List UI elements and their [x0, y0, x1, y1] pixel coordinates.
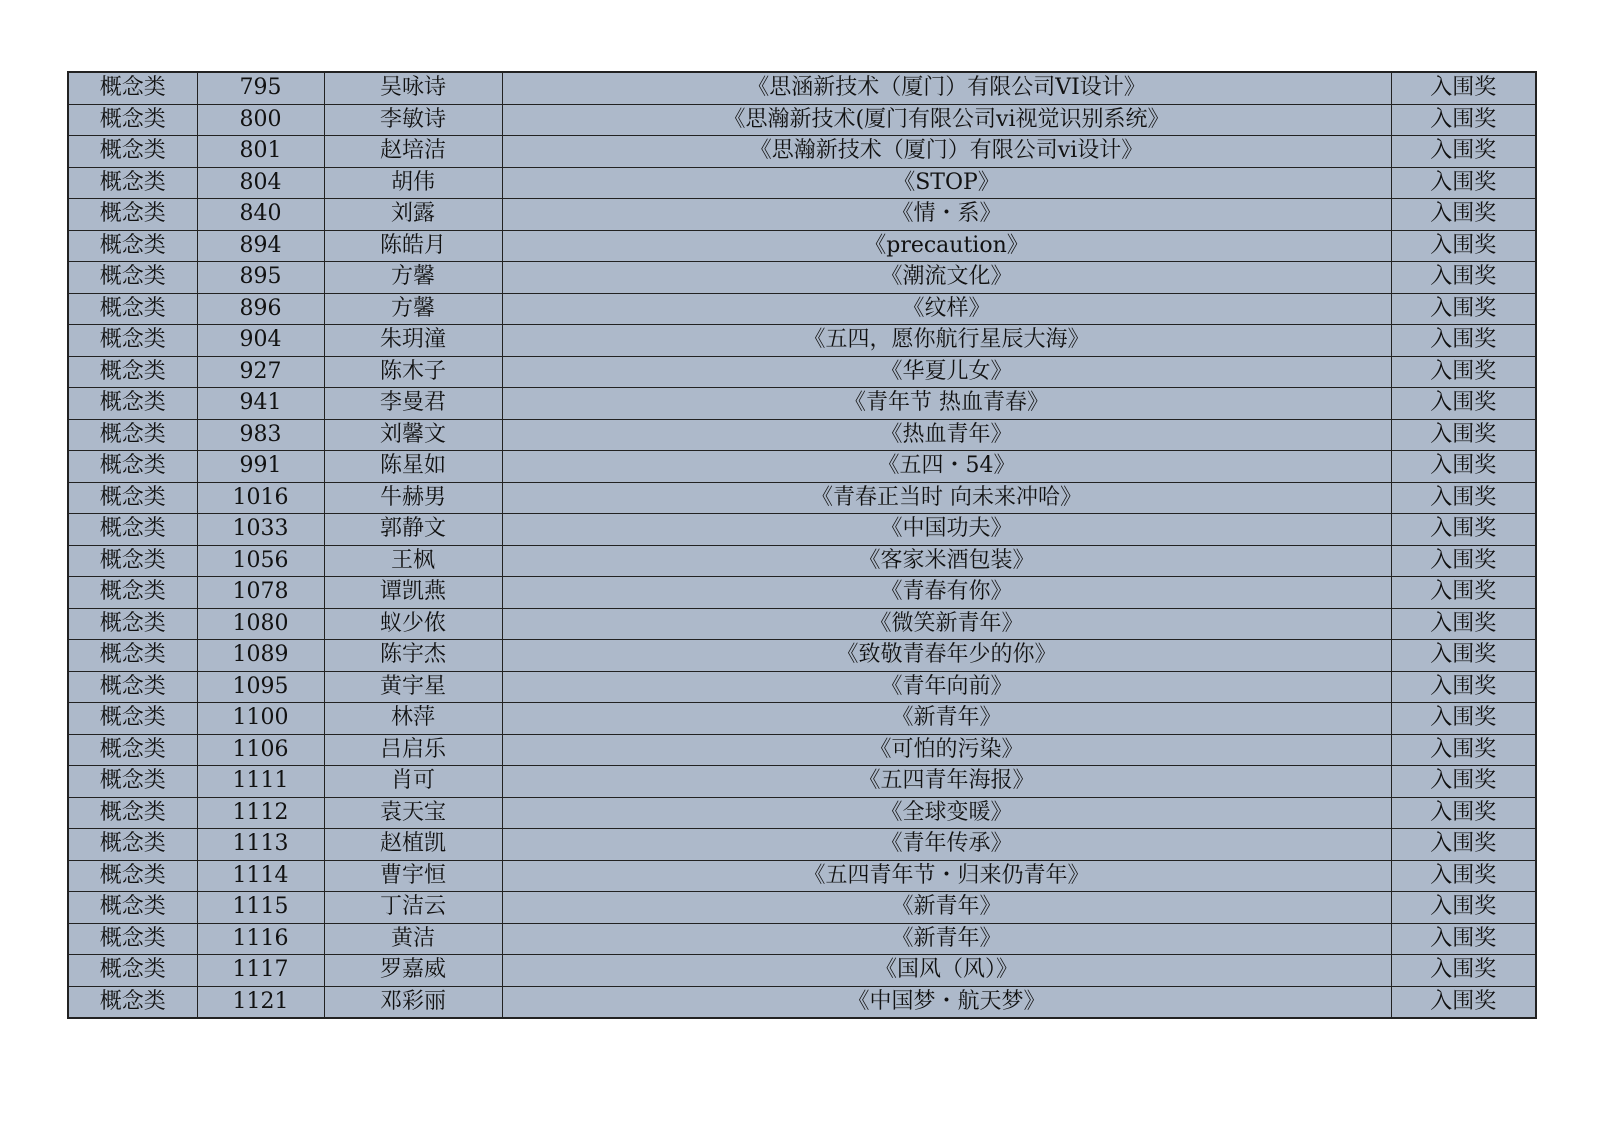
award-cell: 入围奖 [1391, 608, 1536, 640]
entry-number-cell: 896 [197, 293, 324, 325]
category-cell: 概念类 [68, 230, 197, 262]
award-cell: 入围奖 [1391, 829, 1536, 861]
entry-number-cell: 983 [197, 419, 324, 451]
category-cell: 概念类 [68, 766, 197, 798]
award-cell: 入围奖 [1391, 72, 1536, 104]
work-title-cell: 《五四青年海报》 [502, 766, 1391, 798]
table-row [68, 577, 1536, 609]
table-row [68, 671, 1536, 703]
award-cell: 入围奖 [1391, 797, 1536, 829]
award-cell: 入围奖 [1391, 230, 1536, 262]
category-cell: 概念类 [68, 388, 197, 420]
category-cell: 概念类 [68, 167, 197, 199]
category-cell: 概念类 [68, 262, 197, 294]
table-row [68, 199, 1536, 231]
table-row [68, 104, 1536, 136]
table-row [68, 860, 1536, 892]
award-cell: 入围奖 [1391, 986, 1536, 1018]
entry-number-cell: 1121 [197, 986, 324, 1018]
work-title-cell: 《思瀚新技术（厦门）有限公司vi设计》 [502, 136, 1391, 168]
author-name-cell: 吕启乐 [324, 734, 502, 766]
category-cell: 概念类 [68, 734, 197, 766]
award-cell: 入围奖 [1391, 734, 1536, 766]
entry-number-cell: 1089 [197, 640, 324, 672]
entry-number-cell: 800 [197, 104, 324, 136]
award-cell: 入围奖 [1391, 199, 1536, 231]
award-cell: 入围奖 [1391, 860, 1536, 892]
entry-number-cell: 1117 [197, 955, 324, 987]
work-title-cell: 《可怕的污染》 [502, 734, 1391, 766]
work-title-cell: 《客家米酒包装》 [502, 545, 1391, 577]
author-name-cell: 邓彩丽 [324, 986, 502, 1018]
award-cell: 入围奖 [1391, 671, 1536, 703]
author-name-cell: 刘露 [324, 199, 502, 231]
author-name-cell: 黄宇星 [324, 671, 502, 703]
author-name-cell: 方馨 [324, 262, 502, 294]
author-name-cell: 袁天宝 [324, 797, 502, 829]
work-title-cell: 《中国梦・航天梦》 [502, 986, 1391, 1018]
category-cell: 概念类 [68, 892, 197, 924]
work-title-cell: 《微笑新青年》 [502, 608, 1391, 640]
category-cell: 概念类 [68, 136, 197, 168]
entry-number-cell: 991 [197, 451, 324, 483]
work-title-cell: 《思涵新技术（厦门）有限公司VI设计》 [502, 72, 1391, 104]
table-row [68, 356, 1536, 388]
author-name-cell: 王枫 [324, 545, 502, 577]
entry-number-cell: 795 [197, 72, 324, 104]
author-name-cell: 陈星如 [324, 451, 502, 483]
category-cell: 概念类 [68, 608, 197, 640]
category-cell: 概念类 [68, 703, 197, 735]
author-name-cell: 黄洁 [324, 923, 502, 955]
author-name-cell: 蚁少侬 [324, 608, 502, 640]
table-row [68, 136, 1536, 168]
work-title-cell: 《STOP》 [502, 167, 1391, 199]
author-name-cell: 郭静文 [324, 514, 502, 546]
entry-number-cell: 801 [197, 136, 324, 168]
entry-number-cell: 1112 [197, 797, 324, 829]
entry-number-cell: 1016 [197, 482, 324, 514]
work-title-cell: 《五四青年节・归来仍青年》 [502, 860, 1391, 892]
author-name-cell: 罗嘉威 [324, 955, 502, 987]
award-cell: 入围奖 [1391, 766, 1536, 798]
table-row [68, 955, 1536, 987]
entry-number-cell: 1100 [197, 703, 324, 735]
work-title-cell: 《国风（风）》 [502, 955, 1391, 987]
award-cell: 入围奖 [1391, 892, 1536, 924]
table-row [68, 545, 1536, 577]
award-cell: 入围奖 [1391, 577, 1536, 609]
work-title-cell: 《纹样》 [502, 293, 1391, 325]
author-name-cell: 谭凯燕 [324, 577, 502, 609]
entry-number-cell: 804 [197, 167, 324, 199]
work-title-cell: 《青年传承》 [502, 829, 1391, 861]
award-cell: 入围奖 [1391, 167, 1536, 199]
table-row [68, 923, 1536, 955]
work-title-cell: 《新青年》 [502, 703, 1391, 735]
category-cell: 概念类 [68, 356, 197, 388]
table-row [68, 72, 1536, 104]
category-cell: 概念类 [68, 671, 197, 703]
award-cell: 入围奖 [1391, 955, 1536, 987]
award-cell: 入围奖 [1391, 262, 1536, 294]
entry-number-cell: 894 [197, 230, 324, 262]
table-row [68, 230, 1536, 262]
author-name-cell: 赵植凯 [324, 829, 502, 861]
category-cell: 概念类 [68, 199, 197, 231]
work-title-cell: 《青春有你》 [502, 577, 1391, 609]
author-name-cell: 吴咏诗 [324, 72, 502, 104]
table-row [68, 766, 1536, 798]
work-title-cell: 《中国功夫》 [502, 514, 1391, 546]
category-cell: 概念类 [68, 640, 197, 672]
work-title-cell: 《五四，愿你航行星辰大海》 [502, 325, 1391, 357]
entry-number-cell: 1115 [197, 892, 324, 924]
author-name-cell: 陈宇杰 [324, 640, 502, 672]
table-row [68, 829, 1536, 861]
author-name-cell: 刘馨文 [324, 419, 502, 451]
table-row [68, 640, 1536, 672]
table-row [68, 262, 1536, 294]
work-title-cell: 《青年向前》 [502, 671, 1391, 703]
entry-number-cell: 1056 [197, 545, 324, 577]
award-cell: 入围奖 [1391, 104, 1536, 136]
table-row [68, 419, 1536, 451]
award-cell: 入围奖 [1391, 482, 1536, 514]
entry-number-cell: 1111 [197, 766, 324, 798]
award-cell: 入围奖 [1391, 703, 1536, 735]
work-title-cell: 《全球变暖》 [502, 797, 1391, 829]
entry-number-cell: 1033 [197, 514, 324, 546]
category-cell: 概念类 [68, 829, 197, 861]
category-cell: 概念类 [68, 514, 197, 546]
table-row [68, 451, 1536, 483]
award-cell: 入围奖 [1391, 325, 1536, 357]
author-name-cell: 曹宇恒 [324, 860, 502, 892]
table-row [68, 514, 1536, 546]
category-cell: 概念类 [68, 72, 197, 104]
table-row [68, 388, 1536, 420]
table-row [68, 167, 1536, 199]
award-cell: 入围奖 [1391, 356, 1536, 388]
entry-number-cell: 1113 [197, 829, 324, 861]
category-cell: 概念类 [68, 577, 197, 609]
award-cell: 入围奖 [1391, 293, 1536, 325]
entry-number-cell: 941 [197, 388, 324, 420]
entry-number-cell: 840 [197, 199, 324, 231]
award-table-body [68, 72, 1536, 1018]
work-title-cell: 《precaution》 [502, 230, 1391, 262]
work-title-cell: 《热血青年》 [502, 419, 1391, 451]
work-title-cell: 《潮流文化》 [502, 262, 1391, 294]
table-row [68, 293, 1536, 325]
work-title-cell: 《新青年》 [502, 892, 1391, 924]
table-row [68, 325, 1536, 357]
award-cell: 入围奖 [1391, 136, 1536, 168]
entry-number-cell: 1078 [197, 577, 324, 609]
entry-number-cell: 895 [197, 262, 324, 294]
entry-number-cell: 904 [197, 325, 324, 357]
category-cell: 概念类 [68, 955, 197, 987]
award-cell: 入围奖 [1391, 419, 1536, 451]
table-row [68, 482, 1536, 514]
author-name-cell: 胡伟 [324, 167, 502, 199]
category-cell: 概念类 [68, 482, 197, 514]
award-cell: 入围奖 [1391, 451, 1536, 483]
author-name-cell: 陈皓月 [324, 230, 502, 262]
work-title-cell: 《思瀚新技术(厦门有限公司vi视觉识别系统》 [502, 104, 1391, 136]
work-title-cell: 《致敬青春年少的你》 [502, 640, 1391, 672]
author-name-cell: 方馨 [324, 293, 502, 325]
table-row [68, 797, 1536, 829]
award-cell: 入围奖 [1391, 640, 1536, 672]
entry-number-cell: 927 [197, 356, 324, 388]
work-title-cell: 《情・系》 [502, 199, 1391, 231]
category-cell: 概念类 [68, 104, 197, 136]
work-title-cell: 《华夏儿女》 [502, 356, 1391, 388]
category-cell: 概念类 [68, 923, 197, 955]
work-title-cell: 《五四・54》 [502, 451, 1391, 483]
award-list-table [67, 71, 1537, 1019]
table-row [68, 703, 1536, 735]
work-title-cell: 《青年节 热血青春》 [502, 388, 1391, 420]
author-name-cell: 赵培洁 [324, 136, 502, 168]
entry-number-cell: 1116 [197, 923, 324, 955]
category-cell: 概念类 [68, 860, 197, 892]
table-row [68, 608, 1536, 640]
award-cell: 入围奖 [1391, 923, 1536, 955]
author-name-cell: 牛赫男 [324, 482, 502, 514]
author-name-cell: 林萍 [324, 703, 502, 735]
table-row [68, 986, 1536, 1018]
category-cell: 概念类 [68, 293, 197, 325]
table-row [68, 892, 1536, 924]
work-title-cell: 《新青年》 [502, 923, 1391, 955]
award-cell: 入围奖 [1391, 545, 1536, 577]
category-cell: 概念类 [68, 325, 197, 357]
work-title-cell: 《青春正当时 向未来冲哈》 [502, 482, 1391, 514]
author-name-cell: 李敏诗 [324, 104, 502, 136]
entry-number-cell: 1095 [197, 671, 324, 703]
author-name-cell: 朱玥潼 [324, 325, 502, 357]
entry-number-cell: 1080 [197, 608, 324, 640]
table-row [68, 734, 1536, 766]
category-cell: 概念类 [68, 545, 197, 577]
category-cell: 概念类 [68, 419, 197, 451]
author-name-cell: 李曼君 [324, 388, 502, 420]
award-cell: 入围奖 [1391, 388, 1536, 420]
award-cell: 入围奖 [1391, 514, 1536, 546]
category-cell: 概念类 [68, 797, 197, 829]
author-name-cell: 陈木子 [324, 356, 502, 388]
entry-number-cell: 1114 [197, 860, 324, 892]
category-cell: 概念类 [68, 986, 197, 1018]
author-name-cell: 丁洁云 [324, 892, 502, 924]
category-cell: 概念类 [68, 451, 197, 483]
entry-number-cell: 1106 [197, 734, 324, 766]
author-name-cell: 肖可 [324, 766, 502, 798]
